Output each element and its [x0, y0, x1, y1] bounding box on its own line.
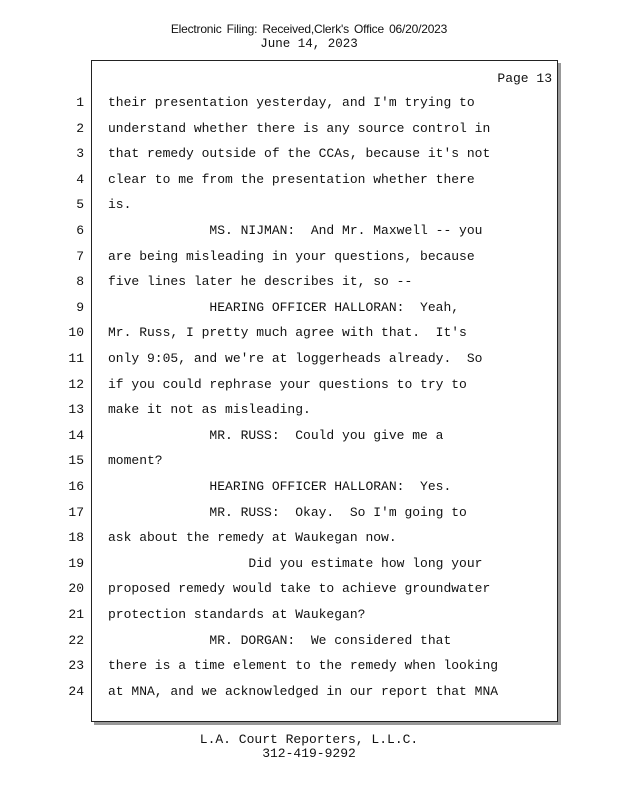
transcript-line [0, 92, 618, 114]
line-number: 23 [68, 658, 84, 674]
line-text: HEARING OFFICER HALLORAN: Yeah, [108, 299, 460, 315]
line-number: 21 [68, 607, 84, 622]
line-text: MR. RUSS: Okay. So I'm going to [108, 504, 467, 520]
line-number: 22 [68, 632, 84, 648]
line-text: that remedy outside of the CCAs, because it's not [108, 146, 491, 162]
line-text: there is a time element to the remedy when looking [108, 658, 499, 674]
line-text: ask about the remedy at Waukegan now. [108, 530, 397, 546]
transcript-date: June 14, 2023 [260, 37, 358, 51]
transcript-line [0, 681, 618, 703]
line-number: 8 [76, 274, 84, 290]
line-number: 3 [76, 146, 84, 162]
transcript-line [0, 655, 618, 677]
line-text: if you could rephrase your questions to try to [108, 376, 467, 392]
transcript-line [0, 604, 618, 626]
line-number: 24 [68, 683, 84, 699]
transcript-line [0, 118, 618, 140]
transcript-line [0, 194, 618, 216]
line-text: clear to me from the presentation whether there [108, 171, 475, 187]
transcript-line [0, 246, 618, 268]
transcript-line [0, 476, 618, 498]
transcript-line [0, 297, 618, 319]
line-number: 16 [68, 479, 84, 494]
line-number: 20 [68, 581, 84, 597]
transcript-line [0, 348, 618, 370]
transcript-line [0, 578, 618, 600]
transcript-line [0, 502, 618, 524]
line-text: make it not as misleading. [108, 402, 311, 418]
line-text: MR. DORGAN: We considered that [108, 632, 452, 648]
line-text: is. [108, 197, 132, 213]
line-text: MS. NIJMAN: And Mr. Maxwell -- you [108, 223, 483, 238]
line-number: 5 [76, 197, 84, 213]
line-number: 13 [68, 402, 84, 418]
transcript-line [0, 220, 618, 242]
line-number: 18 [68, 530, 84, 546]
line-number: 10 [68, 325, 84, 341]
transcript-line [0, 399, 618, 421]
line-number: 17 [68, 504, 84, 520]
transcript-line [0, 425, 618, 447]
transcript-line [0, 169, 618, 191]
footer-phone: 312-419-9292 [262, 746, 356, 761]
line-text: HEARING OFFICER HALLORAN: Yes. [108, 479, 452, 494]
line-number: 9 [76, 299, 84, 315]
line-number: 19 [68, 555, 84, 571]
page-number: Page 13 [497, 71, 552, 86]
line-text: proposed remedy would take to achieve groundwater [108, 581, 491, 597]
line-number: 7 [76, 248, 84, 264]
line-text: only 9:05, and we're at loggerheads already. So [108, 351, 483, 366]
footer-company: L.A. Court Reporters, L.L.C. [199, 732, 419, 747]
transcript-line [0, 374, 618, 396]
transcript-line [0, 527, 618, 549]
line-number: 15 [68, 453, 84, 469]
line-number: 6 [76, 223, 84, 238]
filing-stamp: Electronic Filing: Received,Clerk's Office 06/20/2023 [170, 22, 448, 36]
line-number: 2 [76, 120, 84, 136]
transcript-line [0, 630, 618, 652]
line-number: 1 [76, 95, 84, 110]
transcript-line [0, 271, 618, 293]
line-text: Did you estimate how long your [108, 555, 483, 571]
line-text: Mr. Russ, I pretty much agree with that. It's [108, 325, 467, 341]
line-text: moment? [108, 453, 163, 469]
line-number: 14 [68, 427, 84, 443]
line-text: understand whether there is any source control in [108, 120, 491, 136]
line-number: 4 [76, 171, 84, 187]
line-text: are being misleading in your questions, because [108, 248, 475, 264]
line-text: five lines later he describes it, so -- [108, 274, 413, 290]
transcript-line [0, 553, 618, 575]
transcript-line [0, 450, 618, 472]
line-text: protection standards at Waukegan? [108, 607, 366, 622]
line-number: 11 [68, 351, 84, 366]
transcript-line [0, 143, 618, 165]
transcript-line [0, 322, 618, 344]
line-text: MR. RUSS: Could you give me a [108, 427, 444, 443]
line-text: their presentation yesterday, and I'm trying to [108, 95, 475, 110]
line-number: 12 [68, 376, 84, 392]
line-text: at MNA, and we acknowledged in our report that MNA [108, 683, 499, 699]
